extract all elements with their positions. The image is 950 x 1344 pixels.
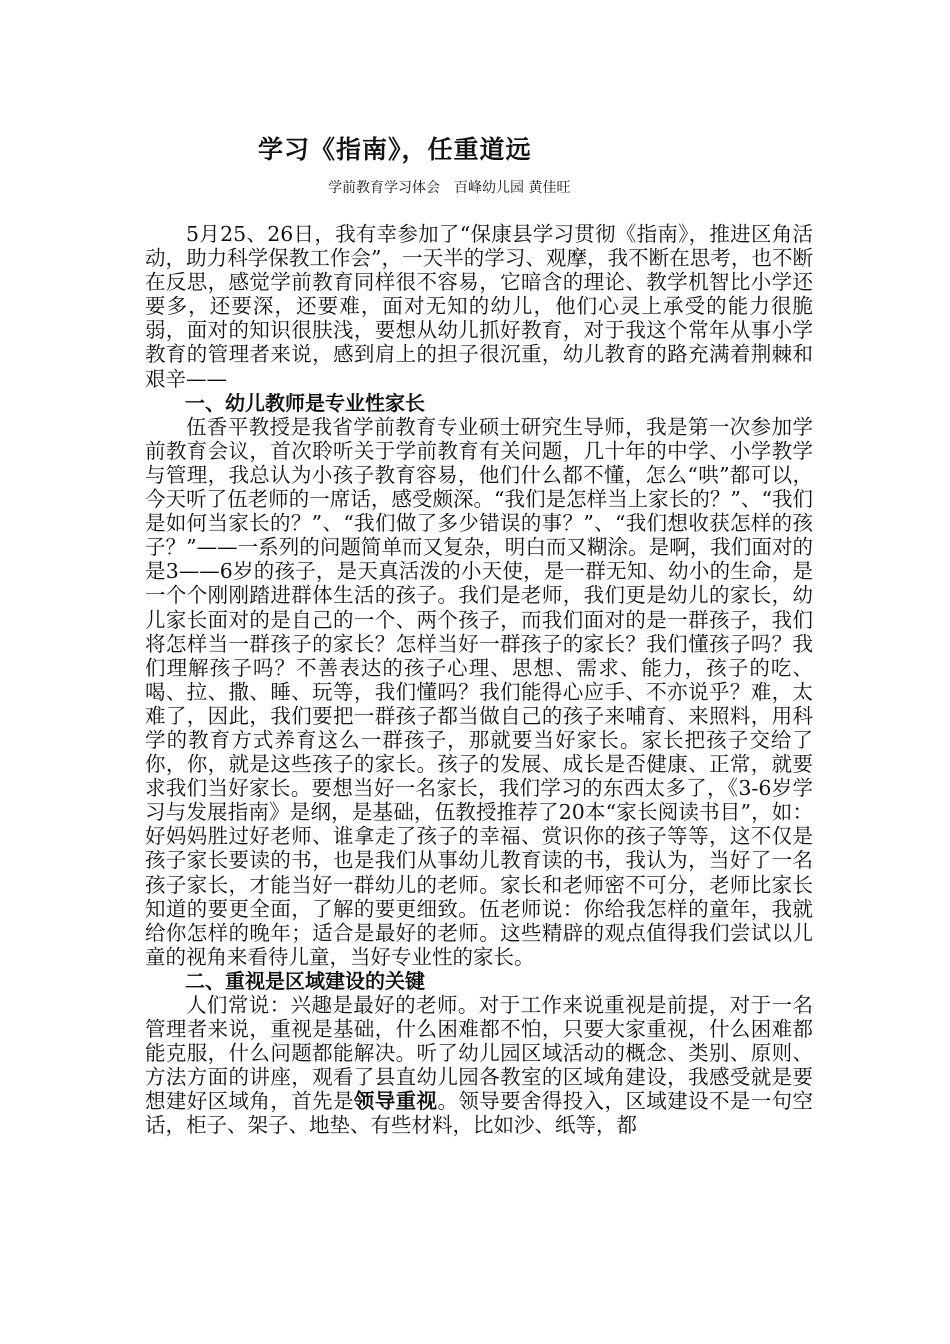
document-body [145,222,813,1138]
section-2-text-after: 。领导要舍得投入，区域建设不是一句空话，柜子、架子、地垫、有些材料，比如沙、纸等，都 [145,1089,814,1138]
document-subtitle: 学前教育学习体会 百峰幼儿园 黄佳旺 [328,180,571,196]
section-2-emphasis: 领导重视 [353,1089,438,1114]
section-2-text-before: 人们常说：兴趣是最好的老师。对于工作来说重视是前提，对于一名管理者来说，重视是基础，什么困难都不怕，只要大家重视，什么困难都能克服，什么问题都能解决。听了幼儿园区域活动的概念、类别、原则、方法方面的讲座，观看了县直幼儿园各教室的区域角建设，我感受就是要想建好区域角，首先是 [145,993,813,1114]
section-2-paragraph [145,993,813,1138]
section-1-paragraph: 伍香平教授是我省学前教育专业硕士研究生导师，我是第一次参加学前教育会议，首次聆听关于学前教育有关问题，几十年的中学、小学教学与管理，我总认为小孩子教育容易，他们什么都不懂，怎么“哄”都可以，今天听了伍老师的一席话，感受颇深。“我们是怎样当上家长的？”、“我们是如何当家长的？”、“我们做了多少错误的事？”、“我们想收获怎样的孩子？”——一系列的问题简单而又复杂，明白而又糊涂。是啊，我们面对的是3——6岁的孩子，是天真活泼的小天使，是一群无知、幼小的生命，是一个个刚刚踏进群体生活的孩子。我们是老师，我们更是幼儿的家长，幼儿家长面对的是自己的一个、两个孩子，而我们面对的是一群孩子，我们将怎样当一群孩子的家长？怎样当好一群孩子的家长？我们懂孩子吗？我们理解孩子吗？不善表达的孩子心理、思想、需求、能力，孩子的吃、喝、拉、撒、睡、玩等，我们懂吗？我们能得心应手、不亦说乎？难，太难了，因此，我们要把一群孩子都当做自己的孩子来哺育、来照料，用科学的教育方式养育这么一群孩子，那就要当好家长。家长把孩子交给了你，你，就是这些孩子的家长。孩子的发展、成长是否健康、正常，就要求我们当好家长。要想当好一名家长，我们学习的东西太多了，《3-6岁学习与发展指南》是纲，是基础，伍教授推荐了20本“家长阅读书目”，如：好妈妈胜过好老师、谁拿走了孩子的幸福、赏识你的孩子等等，这不仅是孩子家长要读的书，也是我们从事幼儿教育读的书，我认为，当好了一名孩子家长，才能当好一群幼儿的老师。家长和老师密不可分，老师比家长知道的要更全面，了解的要更细致。伍老师说：你给我怎样的童年，我就给你怎样的晚年；适合是最好的老师。这些精辟的观点值得我们尝试以儿童的视角来看待儿童，当好专业性的家长。 [145,414,813,969]
section-1-heading: 一、幼儿教师是专业性家长 [185,390,425,415]
section-2-heading: 二、重视是区域建设的关键 [185,968,425,993]
intro-paragraph: 5月25、26日，我有幸参加了“保康县学习贯彻《指南》，推进区角活动，助力科学保教工作会”，一天半的学习、观摩，我不断在思考，也不断在反思，感觉学前教育同样很不容易，它暗含的理论、教学机智比小学还要多，还要深，还要难，面对无知的幼儿，他们心灵上承受的能力很脆弱，面对的知识很肤浅，要想从幼儿抓好教育，对于我这个常年从事小学教育的管理者来说，感到肩上的担子很沉重，幼儿教育的路充满着荆棘和艰辛—— [145,222,813,391]
document-title: 学习《指南》，任重道远 [258,135,532,164]
